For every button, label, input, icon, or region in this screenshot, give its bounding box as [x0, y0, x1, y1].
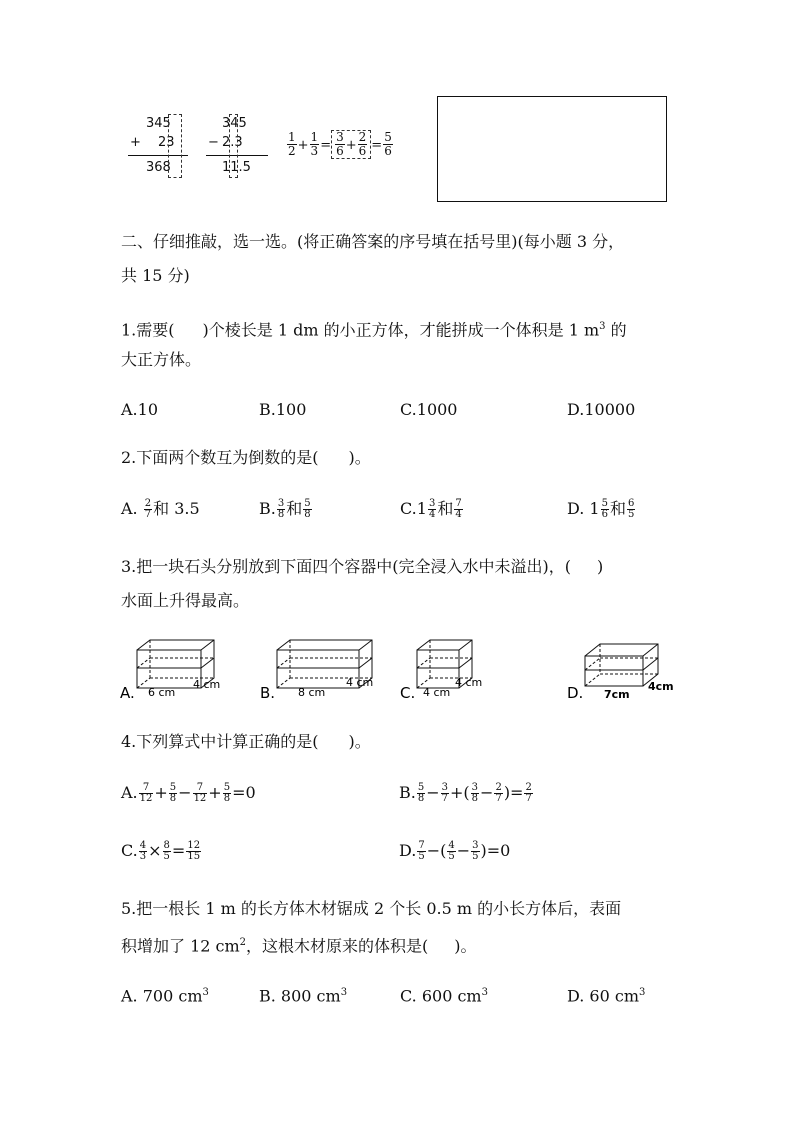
- container-d-depth: 4cm: [648, 680, 674, 693]
- q4-option-b[interactable]: B. $\frac{5}{8}$ − $\frac{3}{7}$ +( $\frac{3}{8}$ − $\frac{2}{7}$ )= $\frac{2}{7}$: [399, 782, 532, 804]
- container-d[interactable]: [567, 644, 674, 702]
- q1-line2: 大正方体。: [121, 350, 202, 369]
- q2-option-c[interactable]: C.1 $\frac{3}{4}$ 和 $\frac{7}{4}$: [400, 498, 462, 520]
- q2-option-d[interactable]: D. 1 $\frac{5}{6}$ 和 $\frac{6}{5}$: [567, 498, 635, 520]
- container-b-depth: 4 cm: [346, 676, 374, 689]
- q1-option-a[interactable]: A.10: [121, 400, 158, 419]
- container-b-width: 8 cm: [298, 686, 326, 699]
- container-c[interactable]: [400, 640, 482, 702]
- container-a[interactable]: [120, 640, 220, 702]
- q5-line1: 5.把一根长 1 m 的长方体木材锯成 2 个长 0.5 m 的小长方体后，表面: [121, 899, 622, 918]
- sub-line2: 2.3: [222, 135, 243, 150]
- container-a-depth: 4 cm: [193, 678, 221, 691]
- frac-b: $\frac{1}{3}$: [310, 130, 319, 158]
- section-title-line2: 共 15 分): [121, 266, 190, 285]
- container-a-width: 6 cm: [148, 686, 176, 699]
- fraction-example: $\frac{1}{2}$ + $\frac{1}{3}$ = $\frac{3}{6}$ + $\frac{2}{6}$ = $\frac{5}{6}$: [288, 130, 392, 158]
- container-a-label: A.: [120, 684, 135, 702]
- container-b[interactable]: [260, 640, 373, 702]
- sub-result: 11.5: [222, 160, 251, 175]
- q2-stem: 2.下面两个数互为倒数的是( )。: [121, 448, 371, 467]
- add-line2: 23: [158, 135, 175, 150]
- frac-a: $\frac{1}{2}$: [288, 130, 296, 158]
- frac-dashed-box: $\frac{3}{6}$ + $\frac{2}{6}$: [331, 130, 371, 159]
- q5-option-c[interactable]: C. 600 $cm^3$: [400, 986, 488, 1006]
- answer-box[interactable]: [437, 96, 667, 202]
- q1-option-c[interactable]: C.1000: [400, 400, 458, 419]
- q4-option-d[interactable]: D. $\frac{7}{5}$ −( $\frac{4}{5}$ − $\frac{3}{5}$ )=0: [399, 840, 511, 862]
- q3-line1: 3.把一块石头分别放到下面四个容器中(完全浸入水中未溢出)，( ): [121, 557, 604, 576]
- sub-line1: 345: [222, 116, 247, 131]
- container-c-label: C.: [400, 684, 416, 702]
- add-dashed-box: [168, 114, 182, 178]
- q3-containers: [110, 630, 690, 705]
- q1-line1: 1.需要( )个棱长是 1 dm 的小正方体，才能拼成一个体积是 1 $m^3$ 的: [121, 320, 627, 340]
- q2-option-b[interactable]: B. $\frac{3}{8}$ 和 $\frac{5}{8}$: [259, 498, 311, 520]
- add-line1: 345: [146, 116, 171, 131]
- container-d-width: 7cm: [604, 688, 630, 701]
- add-result: 368: [146, 160, 171, 175]
- q3-line2: 水面上升得最高。: [121, 591, 250, 610]
- q1-option-b[interactable]: B.100: [259, 400, 307, 419]
- container-b-label: B.: [260, 684, 276, 702]
- container-d-label: D.: [567, 684, 584, 702]
- q5-option-a[interactable]: A. 700 $cm^3$: [121, 986, 209, 1006]
- add-plus: +: [130, 135, 141, 150]
- section-title-line1: 二、仔细推敲，选一选。(将正确答案的序号填在括号里)(每小题 3 分，: [121, 232, 625, 251]
- sub-minus: −: [208, 135, 219, 150]
- q1-option-d[interactable]: D.10000: [567, 400, 636, 419]
- sub-dashed-box: [229, 114, 238, 178]
- q4-option-c[interactable]: C. $\frac{4}{3}$ × $\frac{8}{5}$ = $\frac{12}{15}$: [121, 840, 201, 862]
- q4-stem: 4.下列算式中计算正确的是( )。: [121, 732, 371, 751]
- q4-option-a[interactable]: A. $\frac{7}{12}$ + $\frac{5}{8}$ − $\frac{7}{12}$ + $\frac{5}{8}$ =0: [121, 782, 256, 804]
- q5-option-b[interactable]: B. 800 $cm^3$: [259, 986, 348, 1006]
- container-c-width: 4 cm: [423, 686, 451, 699]
- q2-option-a[interactable]: A. $\frac{2}{7}$ 和 3.5: [121, 498, 200, 520]
- container-c-depth: 4 cm: [455, 676, 483, 689]
- q5-option-d[interactable]: D. 60 $cm^3$: [567, 986, 646, 1006]
- q5-line2: 积增加了 12 $cm^2$，这根木材原来的体积是( )。: [121, 936, 477, 956]
